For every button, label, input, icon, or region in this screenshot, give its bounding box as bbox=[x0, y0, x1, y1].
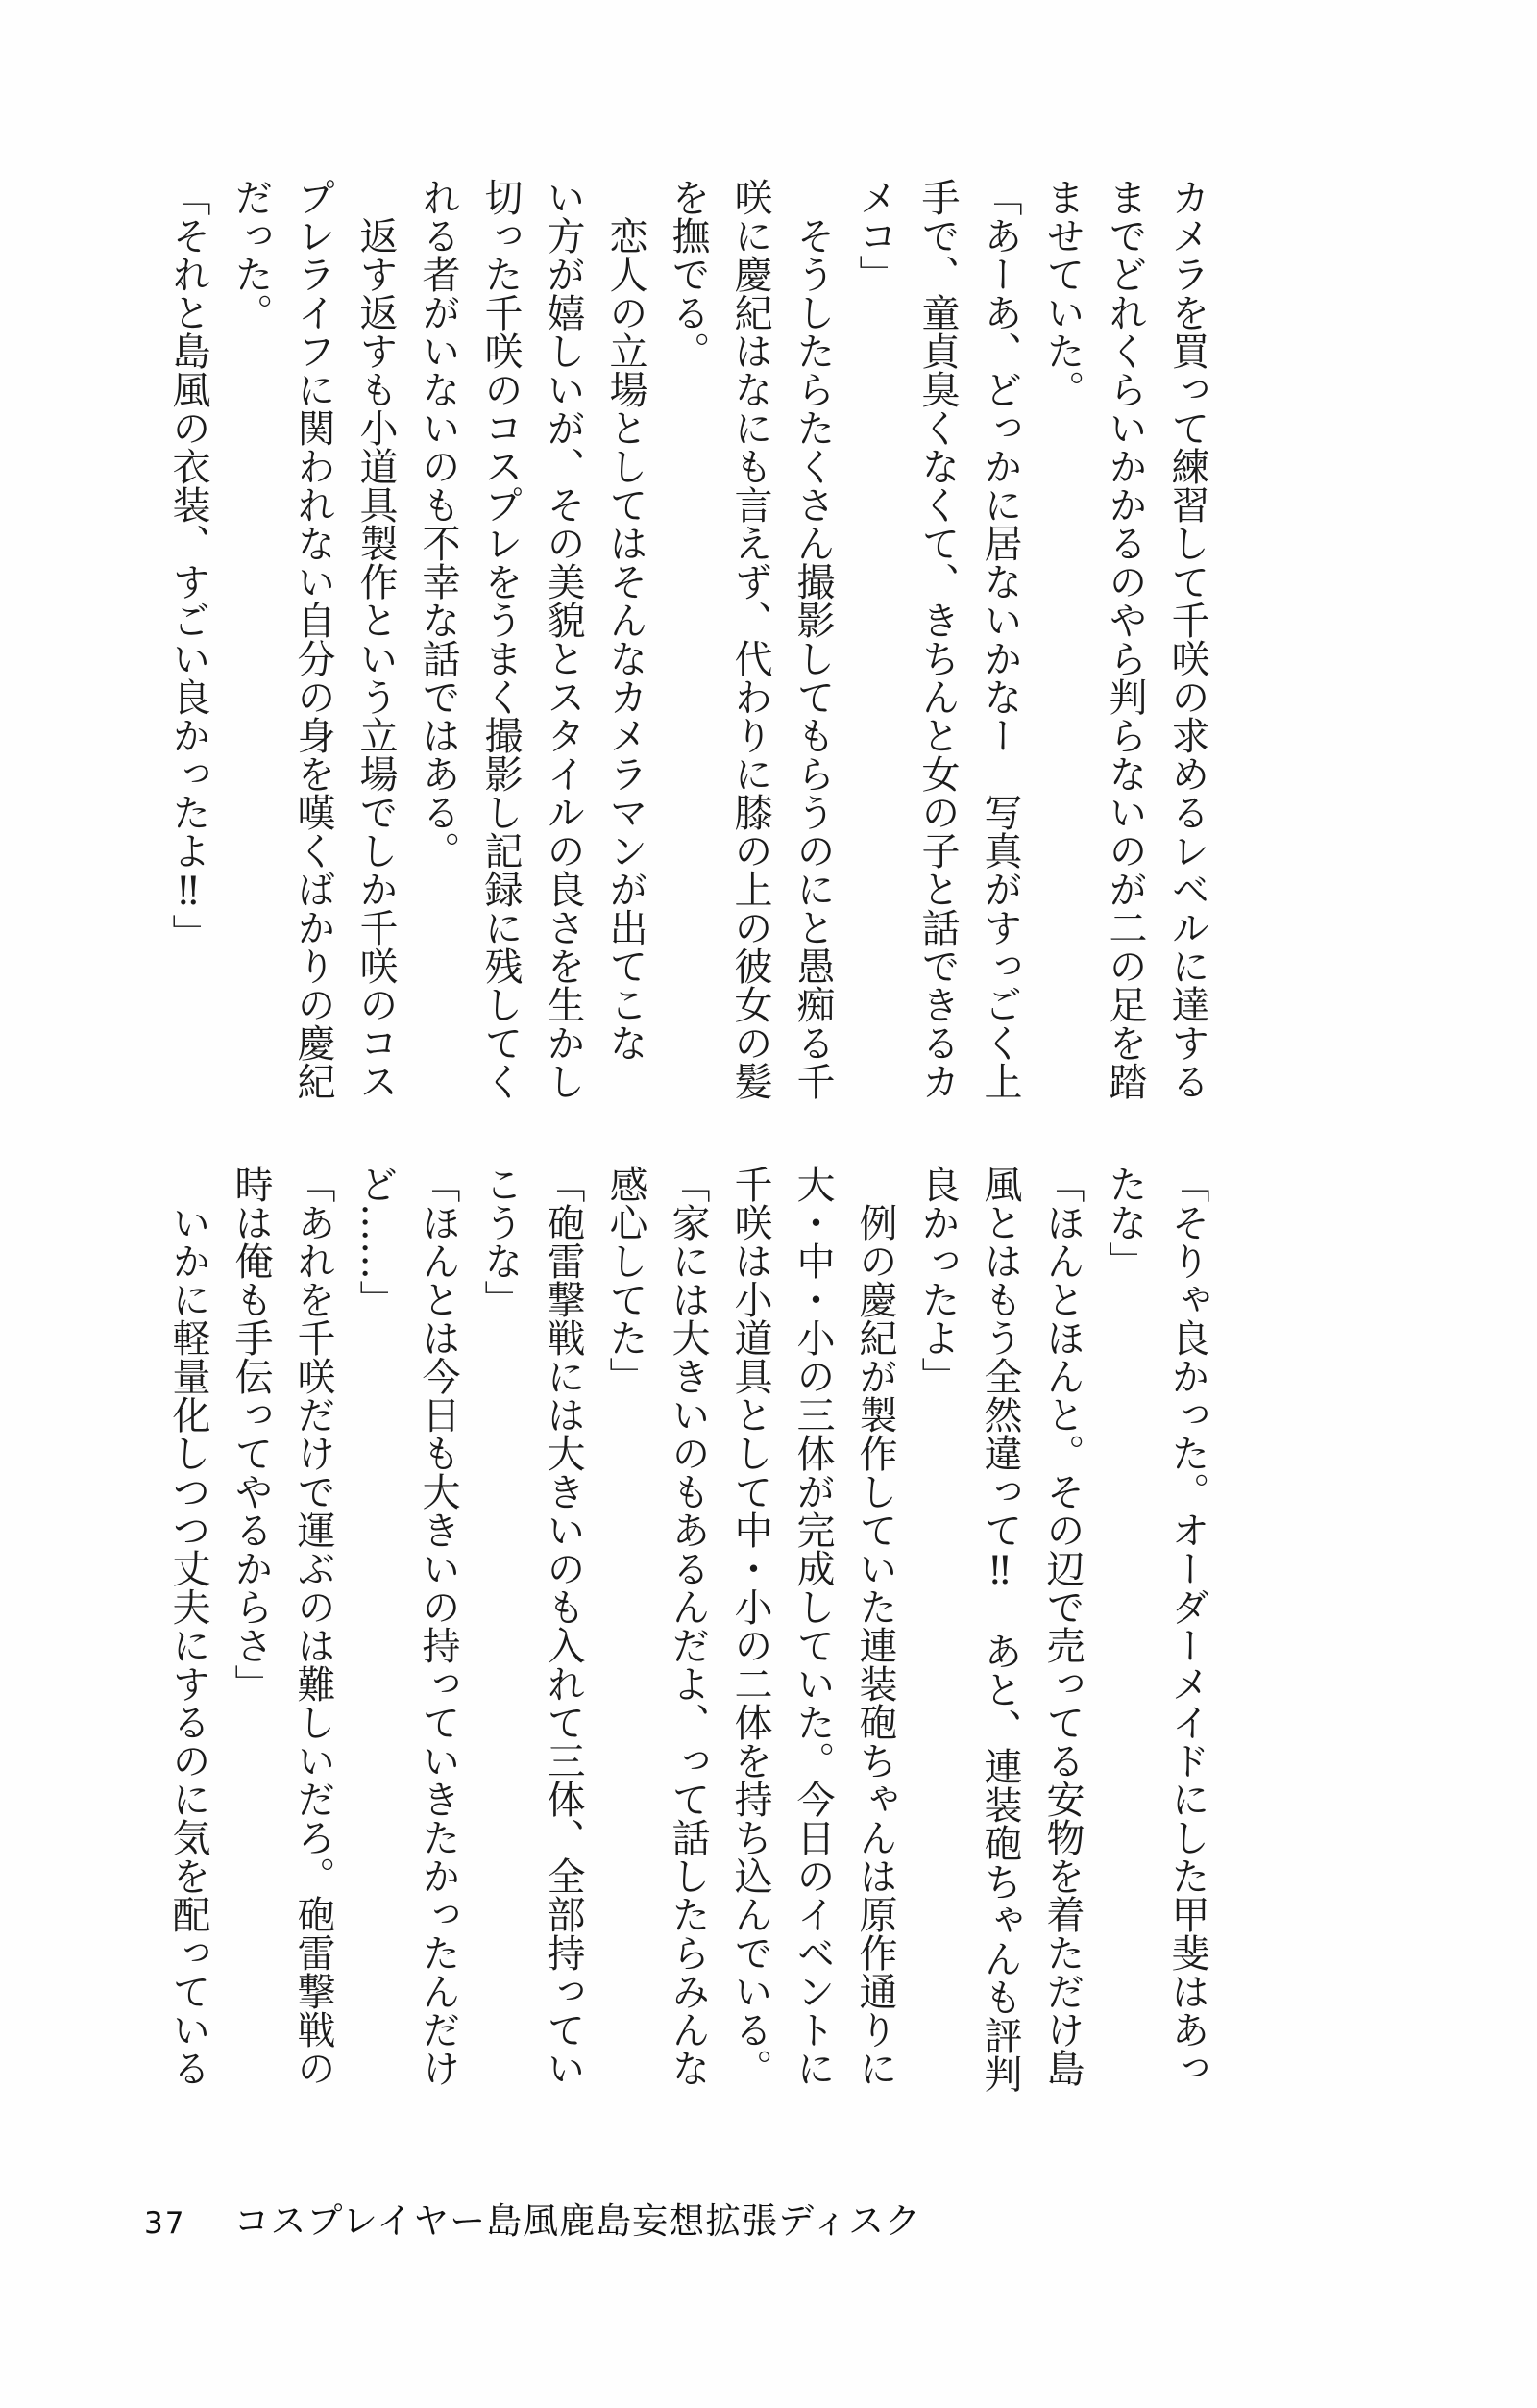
text-column: いかに軽量化しつつ丈夫にするのに気を配っている bbox=[166, 1203, 210, 2087]
text-column: 「家には大きいのもあるんだよ、って話したらみんな bbox=[666, 1165, 710, 2087]
text-column: 「それと島風の衣装、すごい良かったよ‼」 bbox=[166, 178, 210, 952]
text-column: 「あーあ、どっかに居ないかなー 写真がすっごく上 bbox=[978, 178, 1022, 1100]
page-footer bbox=[144, 2192, 921, 2244]
text-column: れる者がいないのも不幸な話ではある。 bbox=[416, 178, 460, 870]
text-column: こうな」 bbox=[478, 1165, 523, 1318]
text-column: 切った千咲のコスプレをうまく撮影し記録に残してく bbox=[478, 178, 523, 1100]
text-column: 良かったよ」 bbox=[915, 1165, 960, 1395]
text-column: メコ」 bbox=[853, 178, 897, 293]
text-column: たな」 bbox=[1103, 1165, 1147, 1280]
text-column: プレライフに関われない自分の身を嘆くばかりの慶紀 bbox=[291, 178, 335, 1100]
text-column: だった。 bbox=[229, 178, 273, 332]
text-column: 風とはもう全然違って‼ あと、連装砲ちゃんも評判 bbox=[978, 1165, 1022, 2093]
text-block-upper bbox=[157, 178, 1218, 1102]
text-column: 「あれを千咲だけで運ぶのは難しいだろ。砲雷撃戦の bbox=[291, 1165, 335, 2087]
text-column: ど……」 bbox=[354, 1165, 398, 1318]
book-title: コスプレイヤー島風鹿島妄想拡張ディスク bbox=[233, 2200, 922, 2242]
text-column: そうしたらたくさん撮影してもらうのにと愚痴る千 bbox=[791, 216, 835, 1100]
text-column: を撫でる。 bbox=[666, 178, 710, 370]
text-column: カメラを買って練習して千咲の求めるレベルに達する bbox=[1165, 178, 1209, 1100]
text-column: 恋人の立場としてはそんなカメラマンが出てこな bbox=[603, 216, 647, 1062]
text-column: 咲に慶紀はなにも言えず、代わりに膝の上の彼女の髪 bbox=[728, 178, 772, 1100]
text-column: ませていた。 bbox=[1040, 178, 1085, 408]
text-column: 手で、童貞臭くなくて、きちんと女の子と話できるカ bbox=[915, 178, 960, 1100]
text-column: 「ほんとは今日も大きいの持っていきたかったんだけ bbox=[416, 1165, 460, 2087]
text-column: い方が嬉しいが、その美貌とスタイルの良さを生かし bbox=[541, 178, 585, 1100]
text-column: 「砲雷撃戦には大きいのも入れて三体、全部持ってい bbox=[541, 1165, 585, 2087]
text-column: 大・中・小の三体が完成していた。今日のイベントに bbox=[791, 1165, 835, 2087]
text-column: 「そりゃ良かった。オーダーメイドにした甲斐はあっ bbox=[1165, 1165, 1209, 2087]
text-column: 「ほんとほんと。その辺で売ってる安物を着ただけ島 bbox=[1040, 1165, 1085, 2087]
text-column: 感心してた」 bbox=[603, 1165, 647, 1395]
text-column: 例の慶紀が製作していた連装砲ちゃんは原作通りに bbox=[853, 1203, 897, 2087]
text-block-lower bbox=[157, 1165, 1218, 2093]
page-number: 37 bbox=[144, 2206, 186, 2241]
text-column: までどれくらいかかるのやら判らないのが二の足を踏 bbox=[1103, 178, 1147, 1100]
text-column: 千咲は小道具として中・小の二体を持ち込んでいる。 bbox=[728, 1165, 772, 2087]
text-column: 返す返すも小道具製作という立場でしか千咲のコス bbox=[354, 216, 398, 1100]
text-column: 時は俺も手伝ってやるからさ」 bbox=[229, 1165, 273, 1703]
